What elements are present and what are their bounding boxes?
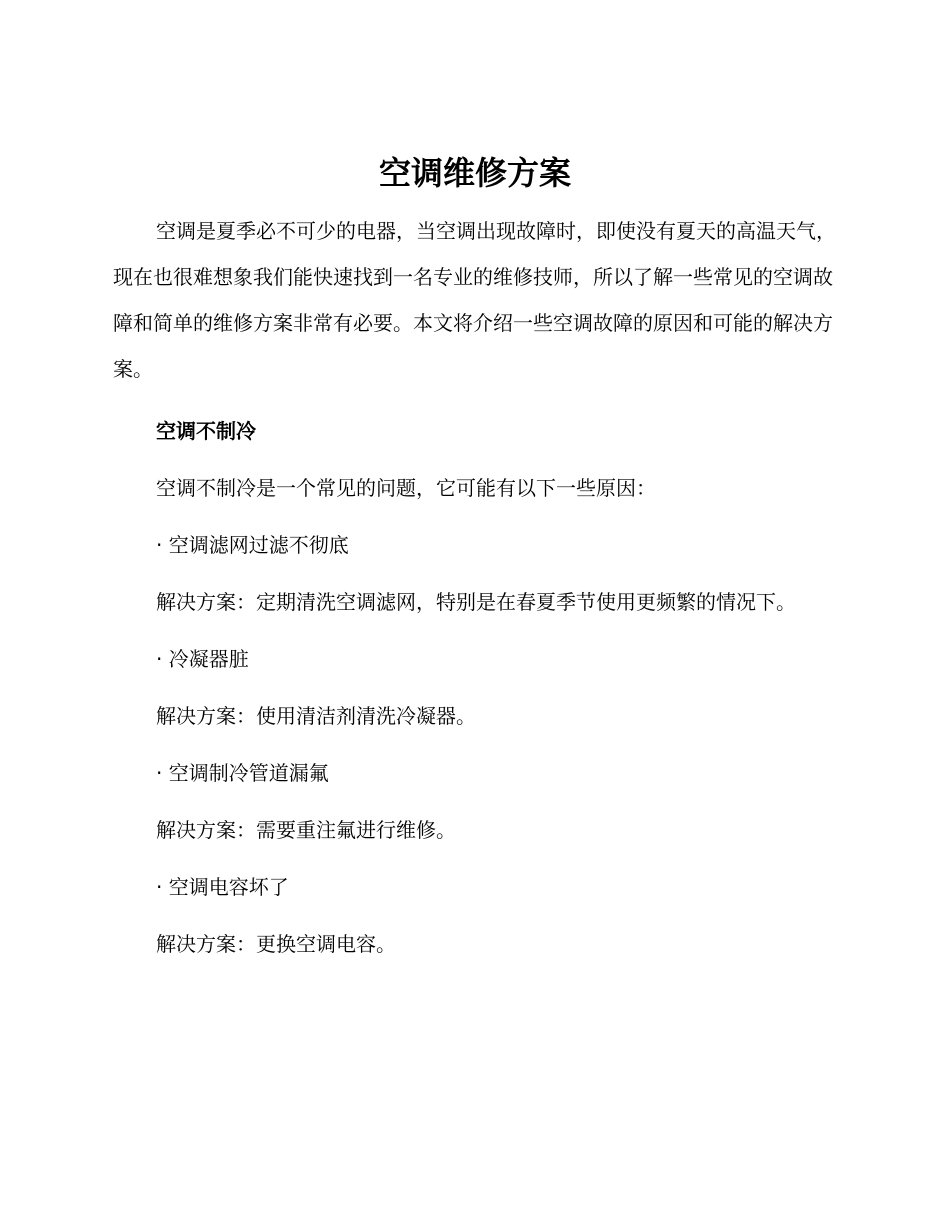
- solution-refrigerant-leak: 解决方案：需要重注氟进行维修。: [156, 818, 456, 842]
- page-title: 空调维修方案: [378, 154, 571, 192]
- section-lead: 空调不制冷是一个常见的问题，它可能有以下一些原因：: [156, 476, 656, 500]
- document-page: [113, 150, 837, 967]
- section-heading: 空调不制冷: [156, 419, 256, 443]
- cause-item-refrigerant-leak: · 空调制冷管道漏氟: [156, 761, 329, 785]
- intro-paragraph: 空调是夏季必不可少的电器，当空调出现故障时，即使没有夏天的高温天气，现在也很难想象我们能快速找到一名专业的维修技师，所以了解一些常见的空调故障和简单的维修方案非常有必要。本文将介绍一些空调故障的原因和可能的解决方案。: [113, 219, 836, 381]
- cause-item-condenser: · 冷凝器脏: [156, 647, 249, 671]
- solution-condenser: 解决方案：使用清洁剂清洗冷凝器。: [156, 704, 476, 728]
- cause-item-filter: · 空调滤网过滤不彻底: [156, 533, 349, 557]
- solution-filter: 解决方案：定期清洗空调滤网，特别是在春夏季节使用更频繁的情况下。: [156, 590, 796, 614]
- cause-item-capacitor: · 空调电容坏了: [156, 875, 289, 899]
- solution-capacitor: 解决方案：更换空调电容。: [156, 932, 396, 956]
